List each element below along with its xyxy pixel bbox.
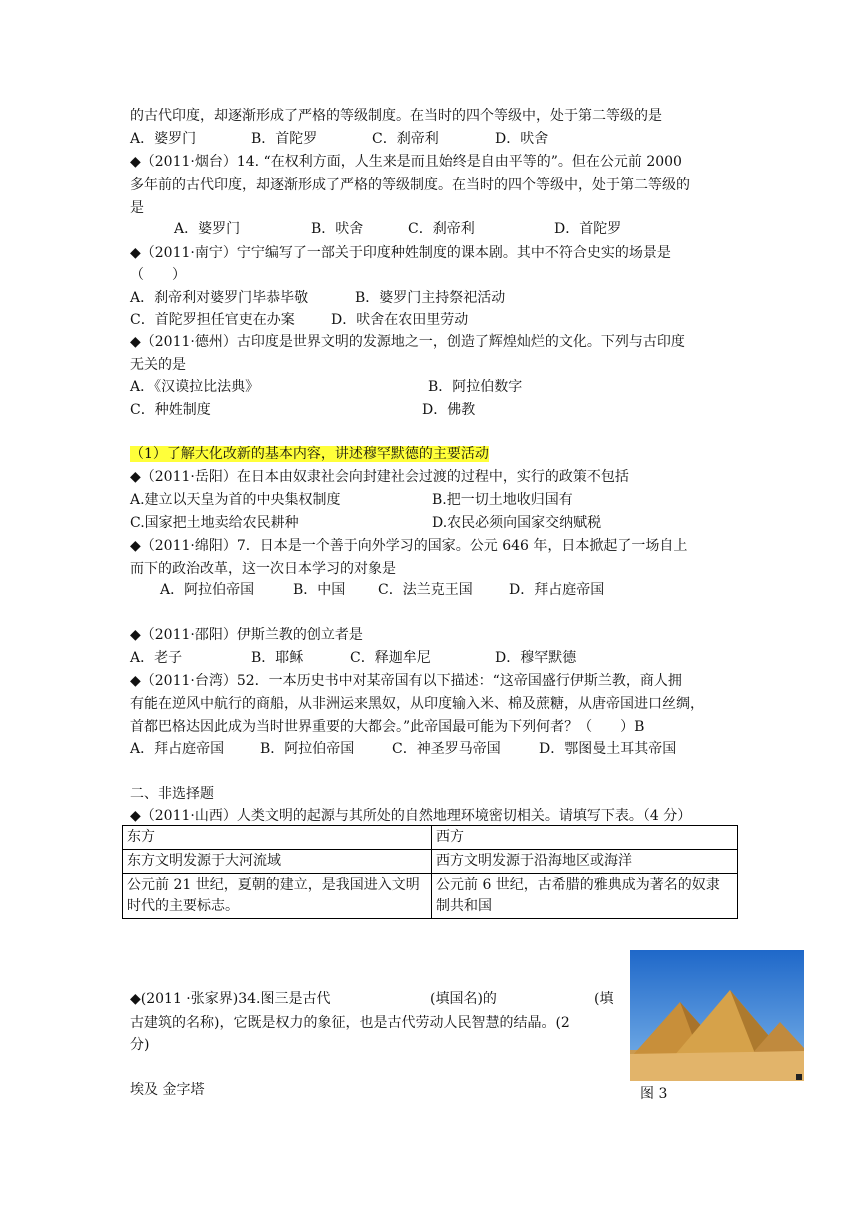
question-mianyang-line2: 而下的政治改革，这一次日本学习的对象是 (130, 561, 396, 577)
option-c: C．法兰克王国 (378, 582, 473, 598)
pyramids-photo (630, 950, 804, 1081)
option-b: B．耶稣 (251, 650, 304, 666)
option-a: A.建立以天皇为首的中央集权制度 (130, 492, 341, 508)
option-b: B．婆罗门主持祭祀活动 (355, 290, 506, 306)
table-cell: 东方文明发源于大河流域 (123, 850, 432, 874)
option-d: D．穆罕默德 (495, 650, 577, 666)
highlighted-heading: （1）了解大化改新的基本内容，讲述穆罕默德的主要活动 (130, 446, 489, 462)
question-zhangjiajie-line2: 古建筑的名称)，它既是权力的象征，也是古代劳动人民智慧的结晶。(2 (130, 1015, 570, 1031)
option-a: A．拜占庭帝国 (130, 741, 225, 757)
question-shaoyang-line1: ◆（2011·邵阳）伊斯兰教的创立者是 (130, 627, 363, 643)
option-c: C．种姓制度 (130, 402, 211, 418)
option-b: B．吠舍 (311, 221, 364, 237)
option-b: B．首陀罗 (251, 131, 318, 147)
text-line: 的古代印度，却逐渐形成了严格的等级制度。在当时的四个等级中，处于第二等级的是 (130, 108, 662, 124)
table-row (123, 826, 738, 850)
text-segment: (填 (594, 991, 614, 1007)
option-a: A．阿拉伯帝国 (160, 582, 255, 598)
table-cell: 西方 (432, 826, 738, 850)
question-yantai-line1: ◆（2011·烟台）14. “在权利方面，人生来是而且始终是自由平等的”。但在公元前 2000 (130, 154, 682, 170)
option-b: B.把一切土地收归国有 (432, 492, 573, 508)
table-row (123, 874, 738, 919)
question-yueyang-line1: ◆（2011·岳阳）在日本由奴隶社会向封建社会过渡的过程中，实行的政策不包括 (130, 469, 629, 485)
option-b: B．中国 (293, 582, 346, 598)
table-cell: 西方文明发源于沿海地区或海洋 (432, 850, 738, 874)
option-d: D．吠舍 (495, 131, 549, 147)
text-segment: ◆(2011 ·张家界)34.图三是古代 (130, 991, 331, 1007)
section-heading (130, 444, 489, 464)
option-a: A．老子 (130, 650, 183, 666)
figure-caption: 图 3 (640, 1086, 668, 1102)
option-d: D.农民必须向国家交纳赋税 (432, 515, 602, 531)
question-taiwan-line2: 有能在逆风中航行的商船，从非洲运来黑奴，从印度输入米、棉及蔗糖，从唐帝国进口丝绸， (130, 696, 704, 712)
question-taiwan-line1: ◆（2011·台湾）52．一本历史书中对某帝国有以下描述：“这帝国盛行伊斯兰教，商人拥 (130, 673, 682, 689)
table-row (123, 850, 738, 874)
question-mianyang-line1: ◆（2011·绵阳）7．日本是一个善于向外学习的国家。公元 646 年，日本掀起了一场自上 (130, 538, 688, 554)
table-cell: 公元前 21 世纪，夏朝的建立，是我国进入文明时代的主要标志。 (123, 874, 432, 919)
question-yantai-line2: 多年前的古代印度，却逐渐形成了严格的等级制度。在当时的四个等级中，处于第二等级的 (130, 177, 690, 193)
option-b: B．阿拉伯数字 (428, 379, 523, 395)
option-c: C．刹帝利 (408, 221, 475, 237)
option-d: D．拜占庭帝国 (509, 582, 605, 598)
option-c: C．刹帝利 (372, 131, 439, 147)
answer-text: 埃及 金字塔 (130, 1082, 205, 1098)
question-yantai-line3: 是 (130, 200, 144, 216)
part-title: 二、非选择题 (130, 786, 214, 802)
text-segment: (填国名)的 (430, 991, 497, 1007)
option-a: A．《汉谟拉比法典》 (130, 379, 260, 395)
option-d: D．吠舍在农田里劳动 (331, 312, 469, 328)
option-a: A．婆罗门 (130, 131, 197, 147)
option-d: D．佛教 (422, 402, 476, 418)
table-cell: 公元前 6 世纪，古希腊的雅典成为著名的奴隶制共和国 (432, 874, 738, 919)
question-taiwan-line3: 首都巴格达因此成为当时世界重要的大都会。”此帝国最可能为下列何者？（ ）B (130, 719, 645, 735)
question-shanxi-line1: ◆（2011·山西）人类文明的起源与其所处的自然地理环境密切相关。请填写下表。（4 分） (130, 808, 692, 824)
question-dezhou-line1: ◆（2011·德州）古印度是世界文明的发源地之一，创造了辉煌灿烂的文化。下列与古印度 (130, 334, 685, 350)
question-nanning-line2: （ ） (130, 267, 186, 283)
option-c: C.国家把土地卖给农民耕种 (130, 515, 299, 531)
civilization-table (122, 825, 738, 919)
option-a: A．婆罗门 (174, 221, 241, 237)
option-d: D．首陀罗 (554, 221, 622, 237)
question-zhangjiajie-line3: 分) (130, 1037, 150, 1053)
option-c: C．释迦牟尼 (350, 650, 431, 666)
table-cell: 东方 (123, 826, 432, 850)
option-c: C．神圣罗马帝国 (392, 741, 501, 757)
option-d: D．鄂图曼土耳其帝国 (539, 741, 677, 757)
option-b: B．阿拉伯帝国 (260, 741, 355, 757)
option-a: A．刹帝利对婆罗门毕恭毕敬 (130, 290, 309, 306)
option-c: C．首陀罗担任官吏在办案 (130, 312, 295, 328)
question-dezhou-line2: 无关的是 (130, 357, 186, 373)
question-nanning-line1: ◆（2011·南宁）宁宁编写了一部关于印度种姓制度的课本剧。其中不符合史实的场景是 (130, 245, 671, 261)
